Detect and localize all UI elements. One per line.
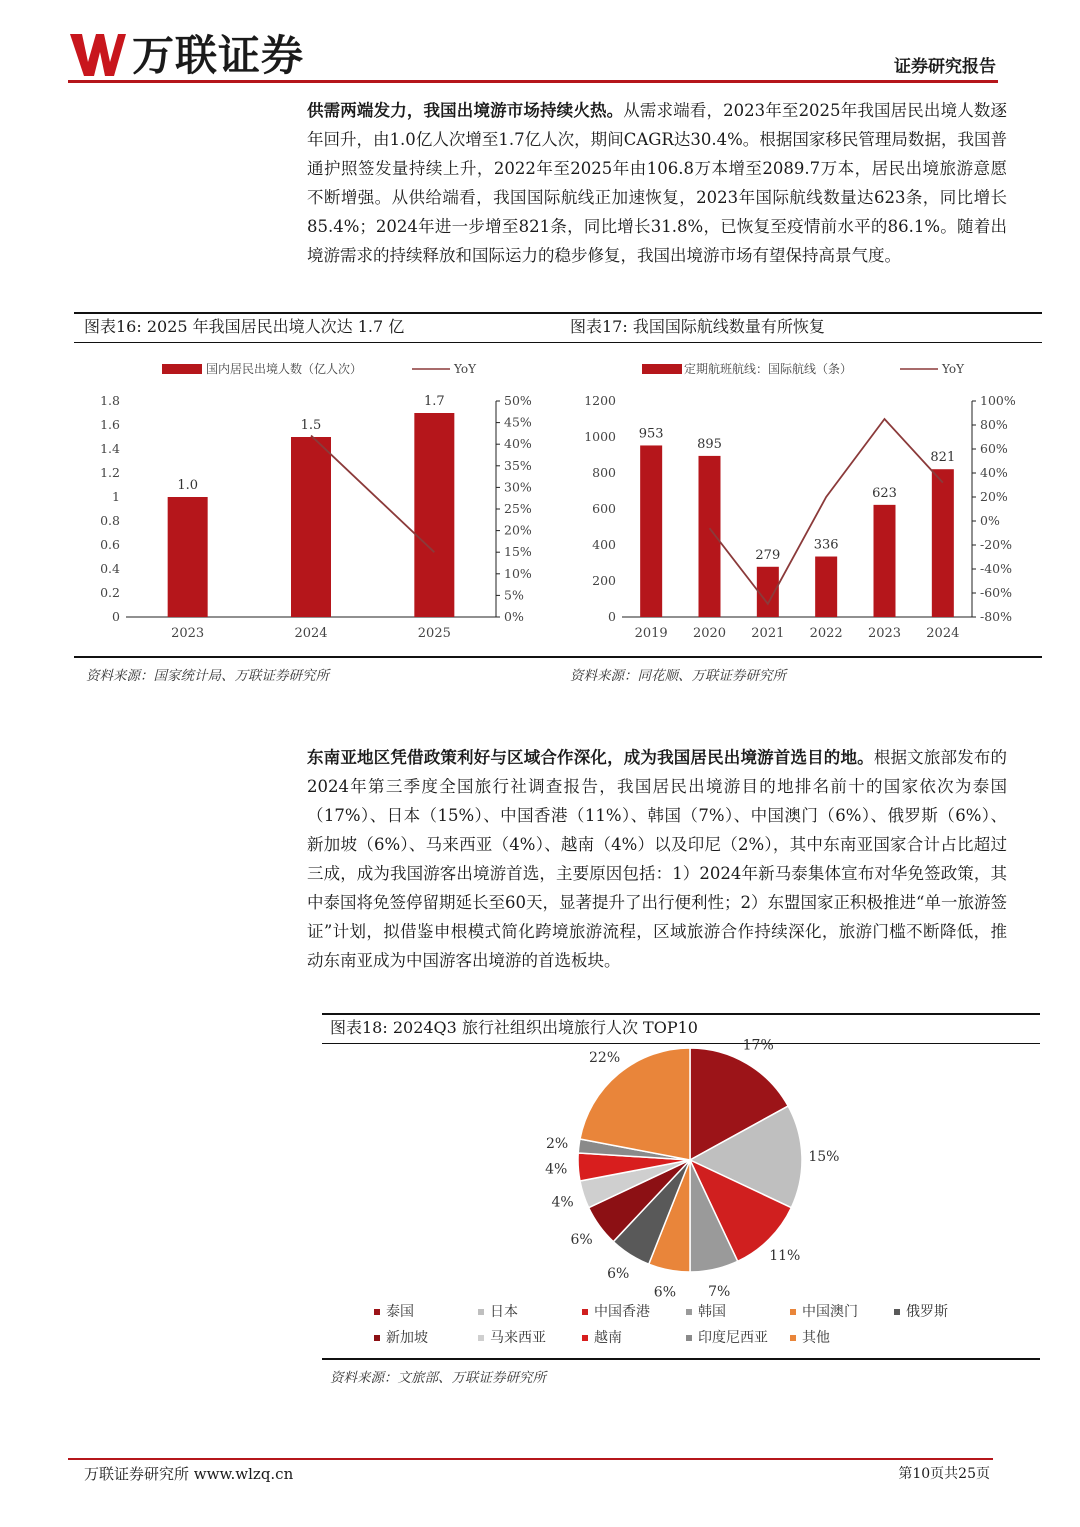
paragraph-lead: 供需两端发力，我国出境游市场持续火热。 [307,101,624,120]
plot-area [100,393,532,641]
chart-legend [374,1303,948,1346]
legend-label: 新加坡 [386,1330,428,1346]
x-tick-label: 2024 [926,626,960,641]
fig18-title-rule-bottom [322,1043,1040,1044]
logo-icon [68,32,128,78]
y-tick-label: 600 [592,501,616,516]
y2-tick-label: 45% [504,414,532,430]
y2-tick-label: 5% [504,587,524,603]
y-tick-label: 0.2 [100,585,120,600]
bar-data-label: 279 [755,547,781,563]
fig18-title: 图表18: 2024Q3 旅行社组织出境旅行人次 TOP10 [330,1018,698,1037]
legend-label-line: YoY [942,362,965,376]
y2-tick-label: -80% [980,609,1013,624]
pie [545,1038,839,1301]
pie-data-label: 2% [545,1136,569,1153]
figure-title-rule-bottom [74,342,1042,343]
bar-data-label: 895 [697,436,722,452]
fig18-title-rule-top [322,1013,1040,1015]
legend-bar-swatch [642,364,682,374]
legend-label: 韩国 [698,1304,726,1320]
legend-label: 马来西亚 [490,1330,546,1346]
bar-data-label: 1.7 [423,394,445,409]
y2-tick-label: -40% [980,561,1013,576]
legend-swatch [374,1335,380,1341]
bar [699,456,721,617]
pie-data-label: 17% [742,1037,774,1054]
legend-label-bars: 定期航班航线：国际航线（条） [684,362,853,376]
footer-company: 万联证券研究所 www.wlzq.cn [84,1465,294,1483]
legend-label: 日本 [490,1304,518,1320]
y2-tick-label: -20% [980,537,1013,552]
bar [414,413,454,617]
plot-area [584,393,1016,641]
legend-label-bars: 国内居民出境人数（亿人次） [206,362,363,376]
fig18-source-rule [322,1358,1040,1360]
figure-source-rule [74,656,1042,658]
paragraph-body: 从需求端看，2023年至2025年我国居民出境人数逐年回升，由1.0亿人次增至1.7亿人次，期间CAGR达30.4%。根据国家移民管理局数据，我国普通护照签发量持续上升，2022年至2025年由106.8万本增至2089.7万本，居民出境旅游意愿不断增强。从供给端看，我国国际航线正加速恢复，2023年国际航线数量达623条，同比增长85.4%；2024年进一步增至821条，同比增长31.8%，已恢复至疫情前水平的86.1%。随着出境游需求的持续释放和国际运力的稳步修复，我国出境游市场有望保持高景气度。 [307,101,1008,265]
y-tick-label: 1.4 [100,441,120,456]
legend-label: 越南 [594,1330,622,1346]
y-tick-label: 200 [592,573,616,588]
y-tick-label: 0 [608,609,616,624]
y2-tick-label: 25% [504,501,532,516]
y-tick-label: 0 [112,609,120,624]
bar-data-label: 1.5 [300,418,322,433]
bar-data-label: 623 [872,485,897,501]
legend-swatch [790,1309,796,1315]
paragraph-supply-demand [307,96,1007,270]
chart-destination-pie [322,1037,1040,1358]
y2-tick-label: 100% [980,393,1016,408]
chart-outbound-travelers [74,348,554,648]
x-tick-label: 2022 [809,626,843,641]
pie-data-label: 6% [570,1231,593,1248]
legend-swatch [790,1335,796,1341]
bar [874,505,896,617]
header-divider [68,80,998,83]
x-tick-label: 2024 [294,626,328,641]
legend-swatch [686,1335,692,1341]
legend-label: 印度尼西亚 [698,1330,768,1346]
footer-divider [68,1458,993,1460]
fig17-source: 资料来源：同花顺、万联证券研究所 [570,668,786,684]
chart-legend [642,361,965,376]
legend-swatch [686,1309,692,1315]
y2-tick-label: 80% [980,417,1008,432]
y2-tick-label: 0% [504,609,524,624]
y2-tick-label: 40% [980,465,1008,480]
legend-swatch [582,1309,588,1315]
report-type: 证券研究报告 [894,57,996,77]
fig16-source: 资料来源：国家统计局、万联证券研究所 [86,668,329,684]
y-tick-label: 1.8 [100,393,120,408]
y2-tick-label: 40% [504,436,532,452]
paragraph-body: 根据文旅部发布的2024年第三季度全国旅行社调查报告，我国居民出境游目的地排名前十的国家依次为泰国（17%）、日本（15%）、中国香港（11%）、韩国（7%）、中国澳门（6%）、俄罗斯（6%）、新加坡（6%）、马来西亚（4%）、越南（4%）以及印尼（2%），其中东南亚国家合计占比超过三成，成为我国游客出境游首选，主要原因包括：1）2024年新马泰集体宣布对华免签政策，其中泰国将免签停留期延长至60天，显著提升了出行便利性；2）东盟国家正积极推进“单一旅游签证”计划，拟借鉴申根模式简化跨境旅游流程，区域旅游合作持续深化，旅游门槛不断降低，推动东南亚成为中国游客出境游的首选板块。 [307,748,1008,970]
legend-label: 其他 [802,1330,830,1346]
y-tick-label: 0.4 [100,561,120,576]
x-tick-label: 2019 [634,626,668,641]
pie-data-label: 22% [589,1049,621,1066]
paragraph-southeast-asia [307,743,1007,975]
legend-label: 中国香港 [594,1304,650,1320]
pie-data-label: 6% [653,1284,677,1301]
bar [815,557,837,617]
figure-title-rule-top [74,312,1042,314]
y2-tick-label: 0% [980,513,1000,528]
y-tick-label: 0.8 [100,513,120,528]
bar-data-label: 953 [638,426,664,442]
pie-data-label: 6% [607,1266,630,1283]
bar [291,437,331,617]
y-tick-label: 1200 [584,393,616,408]
legend-swatch [478,1309,484,1315]
legend-bar-swatch [162,364,202,374]
y2-tick-label: 10% [504,565,532,581]
pie-data-label: 15% [808,1148,840,1165]
y-tick-label: 1000 [584,429,616,444]
paragraph-lead: 东南亚地区凭借政策利好与区域合作深化，成为我国居民出境游首选目的地。 [307,748,874,767]
fig17-title: 图表17: 我国国际航线数量有所恢复 [570,317,825,336]
chart-legend [162,361,477,376]
y-tick-label: 1.6 [100,417,120,432]
y2-tick-label: 35% [504,457,532,473]
bar [640,445,662,617]
y2-tick-label: 30% [504,479,532,495]
legend-swatch [894,1309,900,1315]
fig16-title: 图表16: 2025 年我国居民出境人次达 1.7 亿 [84,317,405,336]
pie-data-label: 11% [769,1247,801,1264]
y2-tick-label: 15% [504,544,532,560]
x-tick-label: 2025 [417,626,451,641]
y2-tick-label: 20% [980,489,1008,504]
y-tick-label: 800 [592,465,616,480]
y2-tick-label: 50% [504,393,532,408]
y-tick-label: 400 [592,537,616,552]
bar [932,469,954,617]
pie-data-label: 4% [545,1161,568,1178]
x-tick-label: 2023 [867,626,902,641]
x-tick-label: 2020 [692,626,727,641]
y-tick-label: 1.2 [100,465,120,480]
bar-data-label: 821 [930,450,956,466]
y2-tick-label: -60% [980,585,1013,600]
page-number: 第10页共25页 [898,1466,990,1482]
fig18-source: 资料来源：文旅部、万联证券研究所 [330,1370,546,1386]
legend-label: 俄罗斯 [906,1304,948,1320]
legend-label-line: YoY [454,362,477,376]
y2-tick-label: 20% [504,522,532,538]
pie-data-label: 4% [551,1194,574,1211]
x-tick-label: 2021 [751,626,785,641]
legend-label: 泰国 [386,1304,414,1320]
chart-international-routes [560,348,1042,648]
x-tick-label: 2023 [171,626,205,641]
logo-text: 万联证券 [132,31,305,80]
legend-swatch [582,1335,588,1341]
bar-data-label: 336 [813,537,839,553]
bar-data-label: 1.0 [177,478,199,493]
y-tick-label: 1 [112,489,120,504]
legend-swatch [374,1309,380,1315]
pie-data-label: 7% [708,1283,731,1300]
y2-tick-label: 60% [980,441,1008,456]
bar [168,497,208,617]
bar [757,567,779,617]
y-tick-label: 0.6 [100,537,120,552]
legend-swatch [478,1335,484,1341]
legend-label: 中国澳门 [802,1304,858,1320]
